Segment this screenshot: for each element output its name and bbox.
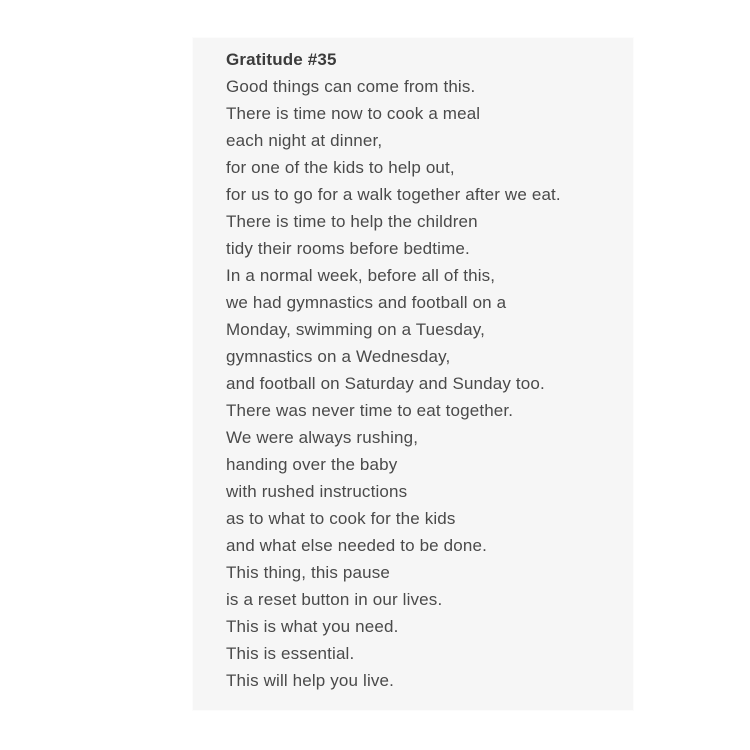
note-line: We were always rushing,	[226, 428, 419, 447]
note-line: There is time now to cook a meal	[226, 104, 481, 123]
note-line: Monday, swimming on a Tuesday,	[226, 320, 485, 339]
note-title: Gratitude #35	[226, 50, 337, 69]
note-line: each night at dinner,	[226, 131, 383, 150]
note-line: This is what you need.	[226, 617, 399, 636]
note-line: There is time to help the children	[226, 212, 478, 231]
note-line: tidy their rooms before bedtime.	[226, 239, 470, 258]
note-line: and football on Saturday and Sunday too.	[226, 374, 545, 393]
note-line: with rushed instructions	[226, 482, 408, 501]
note-line: This is essential.	[226, 644, 355, 663]
note-line: and what else needed to be done.	[226, 536, 487, 555]
note-line: we had gymnastics and football on a	[226, 293, 507, 312]
note-line: gymnastics on a Wednesday,	[226, 347, 451, 366]
note-line: for one of the kids to help out,	[226, 158, 455, 177]
note-line: This thing, this pause	[226, 563, 390, 582]
note-line: There was never time to eat together.	[226, 401, 514, 420]
note-line: handing over the baby	[226, 455, 398, 474]
note-line: for us to go for a walk together after we eat.	[226, 185, 561, 204]
note-body	[226, 46, 626, 694]
note-line: as to what to cook for the kids	[226, 509, 456, 528]
note-line: is a reset button in our lives.	[226, 590, 443, 609]
note-line: This will help you live.	[226, 671, 394, 690]
note-line: Good things can come from this.	[226, 77, 476, 96]
note-line: In a normal week, before all of this,	[226, 266, 496, 285]
